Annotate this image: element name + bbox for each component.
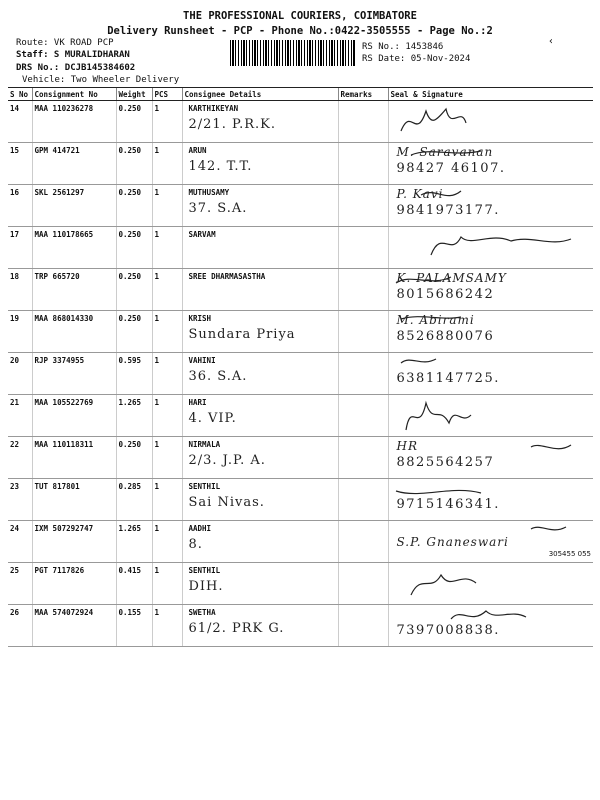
remarks-cell [338,227,388,269]
consignment-number-cell: IXM 507292747 [32,521,116,563]
seal-signature-cell [388,353,593,395]
corner-mark: ‹ [548,36,555,47]
table-row [8,353,593,395]
consignment-number-cell: MAA 868014330 [32,311,116,353]
handwritten-signature-name: M. Abirami [396,313,475,327]
table-row [8,563,593,605]
consignee-details-cell [182,269,338,311]
consignment-number-cell: MAA 110178665 [32,227,116,269]
handwritten-address: DIH. [188,579,224,594]
remarks-cell [338,101,388,143]
table-row [8,269,593,311]
table-row [8,185,593,227]
seal-signature-cell [388,185,593,227]
consignee-details-cell [182,521,338,563]
handwritten-address: 142. T.T. [188,159,253,174]
drs-number [16,63,135,73]
consignment-number-cell: MAA 110236278 [32,101,116,143]
pieces-cell: 1 [152,521,182,563]
signature-scribble [391,563,591,603]
consignee-details-cell [182,395,338,437]
consignee-name: SENTHIL [188,482,221,491]
seal-signature-cell [388,227,593,269]
seal-signature-cell [388,563,593,605]
consignee-name: MUTHUSAMY [188,188,230,197]
handwritten-address: 61/2. PRK G. [188,621,285,636]
pieces-cell: 1 [152,227,182,269]
table-row [8,143,593,185]
remarks-cell [338,269,388,311]
serial-number-cell: 26 [8,605,32,647]
handwritten-address: 2/21. P.R.K. [188,117,276,132]
pieces-cell: 1 [152,605,182,647]
serial-number-cell: 21 [8,395,32,437]
runsheet-table [8,87,593,647]
serial-number-cell: 20 [8,353,32,395]
serial-number-cell: 18 [8,269,32,311]
serial-number-cell: 19 [8,311,32,353]
column-header: S No [8,88,32,101]
consignee-name: VAHINI [188,356,216,365]
remarks-cell [338,479,388,521]
rs-date: RS Date: 05-Nov-2024 [362,54,471,64]
handwritten-address: 2/3. J.P. A. [188,453,266,468]
column-header: PCS [152,88,182,101]
consignee-details-cell [182,437,338,479]
handwritten-signature-name: M. Saravanan [396,145,494,159]
pieces-cell: 1 [152,143,182,185]
company-title: THE PROFESSIONAL COURIERS, COIMBATORE [183,10,417,22]
consignee-details-cell [182,353,338,395]
consignee-name: SREE DHARMASASTHA [188,272,266,281]
handwritten-phone-number: 8015686242 [396,287,495,302]
consignee-name: SARVAM [188,230,216,239]
serial-number-cell: 24 [8,521,32,563]
seal-signature-cell [388,311,593,353]
seal-signature-cell [388,143,593,185]
table-row [8,437,593,479]
seal-signature-cell [388,479,593,521]
consignee-name: KARTHIKEYAN [188,104,239,113]
pieces-cell: 1 [152,437,182,479]
pieces-cell: 1 [152,479,182,521]
serial-number-cell: 16 [8,185,32,227]
pieces-cell: 1 [152,269,182,311]
serial-number-cell: 25 [8,563,32,605]
table-row [8,227,593,269]
pieces-cell: 1 [152,353,182,395]
consignee-details-cell [182,479,338,521]
handwritten-phone-number: 8825564257 [396,455,495,470]
handwritten-phone-number: 7397008838. [396,623,500,638]
consignee-name: HARI [188,398,207,407]
serial-number-cell: 22 [8,437,32,479]
seal-signature-cell [388,269,593,311]
serial-number-cell: 23 [8,479,32,521]
column-header: Seal & Signature [388,88,593,101]
table-row [8,521,593,563]
consignment-number-cell: PGT 7117826 [32,563,116,605]
pieces-cell: 1 [152,185,182,227]
remarks-cell [338,395,388,437]
table-row [8,605,593,647]
signature-scribble [391,101,591,141]
consignee-name: KRISH [188,314,212,323]
route-label: Route: VK ROAD PCP [16,38,114,48]
weight-cell: 0.285 [116,479,152,521]
signature-scribble [391,227,591,267]
table-row [8,479,593,521]
consignee-details-cell [182,227,338,269]
consignment-number-cell: MAA 110118311 [32,437,116,479]
consignment-number-cell: GPM 414721 [32,143,116,185]
consignee-details-cell [182,143,338,185]
seal-signature-cell [388,395,593,437]
weight-cell: 0.415 [116,563,152,605]
handwritten-address: 8. [188,537,203,552]
weight-cell: 0.595 [116,353,152,395]
pieces-cell: 1 [152,395,182,437]
consignee-details-cell [182,101,338,143]
handwritten-address: Sai Nivas. [188,495,265,510]
column-header: Consignee Details [182,88,338,101]
remarks-cell [338,563,388,605]
table-header-row [8,88,593,101]
remarks-cell [338,437,388,479]
weight-cell: 0.250 [116,311,152,353]
handwritten-phone-number: 9715146341. [396,497,500,512]
consignment-number-cell: TUT 817801 [32,479,116,521]
handwritten-signature-name: HR [396,439,418,453]
handwritten-phone-number: 9841973177. [396,203,500,218]
consignee-name: SENTHIL [188,566,221,575]
table-row [8,395,593,437]
seal-signature-cell [388,605,593,647]
handwritten-phone-number: 98427 46107. [396,161,506,176]
table-body [8,101,593,647]
serial-number-cell: 15 [8,143,32,185]
seal-signature-cell [388,521,593,563]
consignment-number-cell: SKL 2561297 [32,185,116,227]
drs-label: DRS No.: [16,63,60,73]
staff-label: Staff: S MURALIDHARAN [16,50,130,60]
table-row [8,101,593,143]
stamp-number: 305455 055 [548,550,591,558]
seal-signature-cell [388,101,593,143]
seal-signature-cell [388,437,593,479]
weight-cell: 0.250 [116,143,152,185]
remarks-cell [338,311,388,353]
consignee-name: SWETHA [188,608,216,617]
handwritten-address: 4. VIP. [188,411,237,426]
consignee-name: ARUN [188,146,207,155]
consignment-number-cell: TRP 665720 [32,269,116,311]
rs-number: RS No.: 1453846 [362,42,444,52]
column-header: Remarks [338,88,388,101]
consignee-details-cell [182,563,338,605]
serial-number-cell: 17 [8,227,32,269]
consignee-details-cell [182,605,338,647]
pieces-cell: 1 [152,101,182,143]
pieces-cell: 1 [152,311,182,353]
consignee-details-cell [182,311,338,353]
remarks-cell [338,143,388,185]
consignment-number-cell: MAA 105522769 [32,395,116,437]
consignment-number-cell: RJP 3374955 [32,353,116,395]
column-header: Consignment No [32,88,116,101]
weight-cell: 0.250 [116,227,152,269]
remarks-cell [338,185,388,227]
consignee-details-cell [182,185,338,227]
handwritten-address: 36. S.A. [188,369,248,384]
handwritten-signature-name: K. PALAMSAMY [396,271,507,285]
weight-cell: 0.250 [116,269,152,311]
barcode [230,40,356,66]
vehicle-label: Vehicle: Two Wheeler Delivery [22,75,180,85]
serial-number-cell: 14 [8,101,32,143]
pieces-cell: 1 [152,563,182,605]
weight-cell: 0.250 [116,101,152,143]
remarks-cell [338,521,388,563]
column-header: Weight [116,88,152,101]
handwritten-address: Sundara Priya [188,327,296,342]
weight-cell: 1.265 [116,395,152,437]
consignee-name: NIRMALA [188,440,221,449]
runsheet-subtitle: Delivery Runsheet - PCP - Phone No.:0422-3505555 - Page No.:2 [107,25,493,37]
drs-value: DCJB145384602 [64,63,136,73]
weight-cell: 0.250 [116,185,152,227]
handwritten-address: 37. S.A. [188,201,248,216]
weight-cell: 0.250 [116,437,152,479]
handwritten-phone-number: 8526880076 [396,329,495,344]
remarks-cell [338,605,388,647]
handwritten-phone-number: 6381147725. [396,371,500,386]
signature-scribble [391,395,591,435]
handwritten-signature-name: S.P. Gnaneswari [396,535,509,549]
handwritten-signature-name: P. Kavi [396,187,444,201]
table-row [8,311,593,353]
weight-cell: 0.155 [116,605,152,647]
remarks-cell [338,353,388,395]
weight-cell: 1.265 [116,521,152,563]
consignment-number-cell: MAA 574072924 [32,605,116,647]
consignee-name: AADHI [188,524,212,533]
